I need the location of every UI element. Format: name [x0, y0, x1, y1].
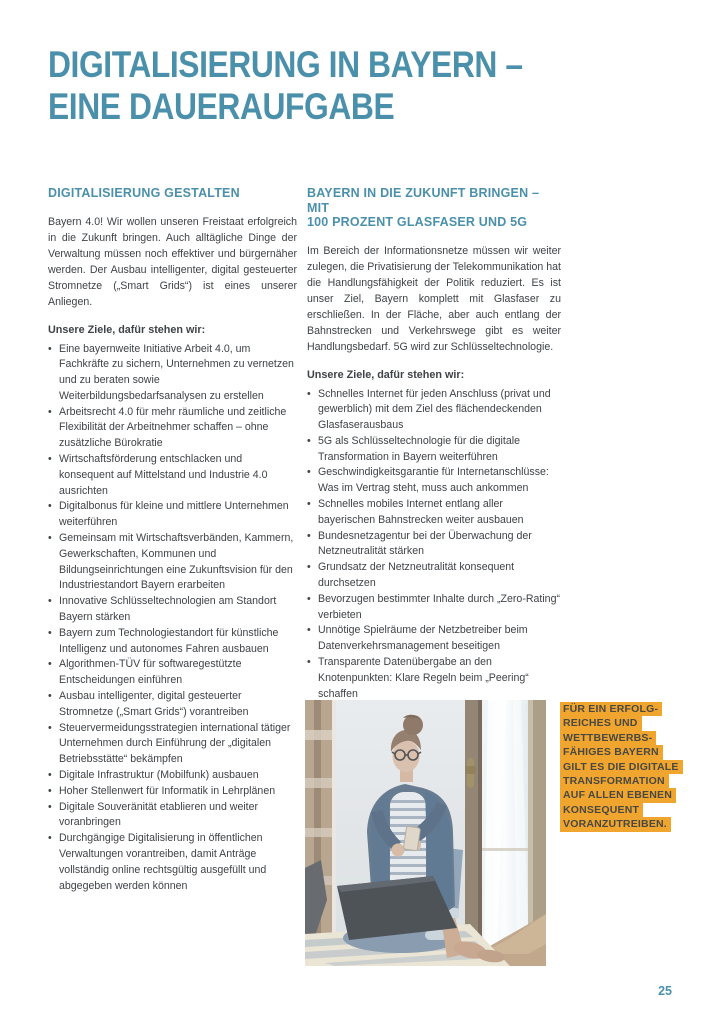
list-item: • Wirtschaftsförderung entschlacken und konsequent auf Mittelstand und Industrie 4.0 ausrichten: [48, 452, 297, 499]
callout-line: TRANSFORMATION: [560, 774, 669, 788]
list-item: • Arbeitsrecht 4.0 für mehr räumliche und zeitliche Flexibilität der Arbeitnehmer schaffen – ohne zusätzliche Bürokratie: [48, 405, 297, 452]
page-title-line-1: DIGITALISIERUNG IN BAYERN –: [48, 44, 523, 85]
list-item: • Digitale Infrastruktur (Mobilfunk) ausbauen: [48, 768, 297, 784]
right-intro-paragraph: Im Bereich der Informationsnetze müssen wir weiter zulegen, die Privatisierung der Telekommunikation hat die Handlungsfähigkeit der Politik reduziert. Es ist unser Ziel, Bayern komplett mit Glasfaser zu erschließen. In der Fläche, aber auch entlang der Bahnstrecken und Verkehrswege gibt es weiter Handlungsbedarf. 5G wird zur Schlüsseltechnologie.: [307, 244, 561, 353]
left-column: [48, 186, 297, 894]
list-item: • Transparente Datenübergabe an den Knotenpunkten: Klare Regeln beim „Peering“ schaffen: [307, 655, 561, 702]
list-item: • Bevorzugen bestimmter Inhalte durch „Zero-Rating“ verbieten: [307, 592, 561, 624]
list-item: • Unnötige Spielräume der Netzbetreiber beim Datenverkehrsmanagement beseitigen: [307, 623, 561, 655]
list-item: • Bayern zum Technologiestandort für künstliche Intelligenz und autonomes Fahren ausbauen: [48, 626, 297, 658]
list-item: • Gemeinsam mit Wirtschaftsverbänden, Kammern, Gewerkschaften, Kommunen und Bildungseinrichtungen eine Zukunftsvision für den Industriestandort Bayern erarbeiten: [48, 531, 297, 594]
list-item: • Schnelles mobiles Internet entlang aller bayerischen Bahnstrecken weiter ausbauen: [307, 497, 561, 529]
callout-line: FÜR EIN ERFOLG-: [560, 702, 662, 716]
right-goals-label: Unsere Ziele, dafür stehen wir:: [307, 368, 465, 381]
list-item: • Schnelles Internet für jeden Anschluss (privat und gewerblich) mit dem Ziel des flächendeckenden Glasfaserausbaus: [307, 387, 561, 434]
callout-line: VORANZUTREIBEN.: [560, 817, 671, 831]
list-item: • Digitalbonus für kleine und mittlere Unternehmen weiterführen: [48, 499, 297, 531]
list-item: • Digitale Souveränität etablieren und weiter voranbringen: [48, 800, 297, 832]
right-section-heading: [307, 186, 561, 230]
callout-line: WETTBEWERBS-: [560, 731, 656, 745]
page-number: 25: [658, 984, 672, 998]
callout-highlight-box: [560, 702, 692, 832]
callout-line: REICHES UND: [560, 716, 642, 730]
list-item: • 5G als Schlüsseltechnologie für die digitale Transformation in Bayern weiterführen: [307, 434, 561, 466]
callout-line: GILT ES DIE DIGITALE: [560, 760, 683, 774]
left-section-heading: DIGITALISIERUNG GESTALTEN: [48, 186, 240, 200]
left-goals-label: Unsere Ziele, dafür stehen wir:: [48, 323, 206, 336]
list-item: • Bundesnetzagentur bei der Überwachung der Netzneutralität stärken: [307, 529, 561, 561]
list-item: • Steuervermeidungsstrategien international tätiger Unternehmen durch Einführung der „digitalen Betriebsstätte“ bekämpfen: [48, 721, 297, 768]
page-title-line-2: EINE DAUERAUFGABE: [48, 86, 395, 127]
right-heading-line-1: BAYERN IN DIE ZUKUNFT BRINGEN – MIT: [307, 186, 540, 215]
list-item: • Grundsatz der Netzneutralität konsequent durchsetzen: [307, 560, 561, 592]
callout-line: FÄHIGES BAYERN: [560, 745, 663, 759]
left-intro-paragraph: Bayern 4.0! Wir wollen unseren Freistaat erfolgreich in die Zukunft bringen. Auch alltägliche Dinge der Verwaltung müssen noch effektiver und bürgernäher werden. Der Ausbau intelligenter, digital gesteuerter Stromnetze („Smart Grids“) ist eines unserer Anliegen.: [48, 215, 297, 308]
list-item: • Eine bayernweite Initiative Arbeit 4.0, um Fachkräfte zu sichern, Unternehmen zu vernetzen und zu beraten sowie Weiterbildungsbedarfsanalysen zu erstellen: [48, 342, 297, 405]
list-item: • Ausbau intelligenter, digital gesteuerter Stromnetze („Smart Grids“) vorantreiben: [48, 689, 297, 721]
callout-line: KONSEQUENT: [560, 803, 643, 817]
right-heading-line-2: 100 PROZENT GLASFASER UND 5G: [307, 215, 528, 229]
callout-line: AUF ALLEN EBENEN: [560, 788, 676, 802]
left-bullet-list: [48, 342, 297, 895]
list-item: • Algorithmen-TÜV für softwaregestützte Entscheidungen einführen: [48, 657, 297, 689]
list-item: • Hoher Stellenwert für Informatik in Lehrplänen: [48, 784, 297, 800]
right-column: [307, 186, 561, 734]
photo-illustration: [305, 700, 546, 966]
photo-woman-window-smartphone-laptop: [305, 700, 546, 966]
list-item: • Innovative Schlüsseltechnologien am Standort Bayern stärken: [48, 594, 297, 626]
right-bullet-list: [307, 387, 561, 735]
list-item: • Durchgängige Digitalisierung in öffentlichen Verwaltungen vorantreiben, damit Anträge vollständig online rechtsgültig ausgefüllt und abgegeben werden können: [48, 831, 297, 894]
page-title: [48, 44, 523, 128]
list-item: • Geschwindigkeitsgarantie für Internetanschlüsse: Was im Vertrag steht, muss auch ankommen: [307, 465, 561, 497]
